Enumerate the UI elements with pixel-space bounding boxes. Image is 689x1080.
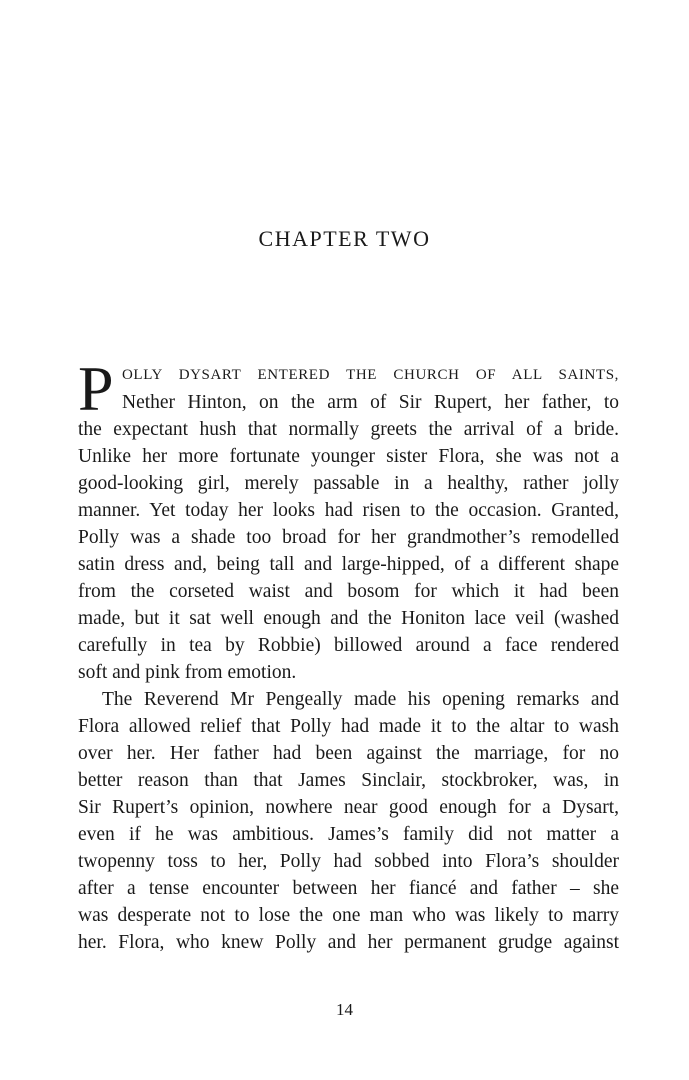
text-line: satin dress and, being tall and large-hipped, of a different shape: [78, 554, 619, 575]
text-line: good-looking girl, merely passable in a healthy, rather jolly: [78, 473, 619, 494]
text-line: was desperate not to lose the one man who was likely to marry: [78, 905, 619, 926]
text-line: the expectant hush that normally greets the arrival of a bride.: [78, 419, 619, 440]
drop-cap-letter: P: [78, 353, 114, 424]
text-line: over her. Her father had been against the marriage, for no: [78, 743, 619, 764]
text-line: manner. Yet today her looks had risen to the occasion. Granted,: [78, 500, 619, 521]
chapter-body-text: [78, 353, 619, 956]
text-line: made, but it sat well enough and the Honiton lace veil (washed: [78, 608, 619, 629]
text-line: OLLY DYSART ENTERED THE CHURCH OF ALL SAINTS,: [122, 367, 619, 383]
text-line: even if he was ambitious. James’s family did not matter a: [78, 824, 619, 845]
text-line: Flora allowed relief that Polly had made it to the altar to wash: [78, 716, 619, 737]
text-line: twopenny toss to her, Polly had sobbed into Flora’s shoulder: [78, 851, 619, 872]
text-line: carefully in tea by Robbie) billowed around a face rendered: [78, 635, 619, 656]
text-line: Nether Hinton, on the arm of Sir Rupert, her father, to: [122, 392, 619, 413]
text-line: after a tense encounter between her fiancé and father – she: [78, 878, 619, 899]
text-line: The Reverend Mr Pengeally made his opening remarks and: [102, 689, 619, 710]
page-number: 14: [336, 1000, 353, 1019]
text-line: from the corseted waist and bosom for which it had been: [78, 581, 619, 602]
text-line: better reason than that James Sinclair, stockbroker, was, in: [78, 770, 619, 791]
text-line: Sir Rupert’s opinion, nowhere near good enough for a Dysart,: [78, 797, 619, 818]
text-line: soft and pink from emotion.: [78, 662, 297, 683]
text-line: Unlike her more fortunate younger sister Flora, she was not a: [78, 446, 619, 467]
text-line: Polly was a shade too broad for her grandmother’s remodelled: [78, 527, 619, 548]
text-line: her. Flora, who knew Polly and her permanent grudge against: [78, 932, 619, 953]
chapter-title: CHAPTER TWO: [258, 226, 431, 251]
